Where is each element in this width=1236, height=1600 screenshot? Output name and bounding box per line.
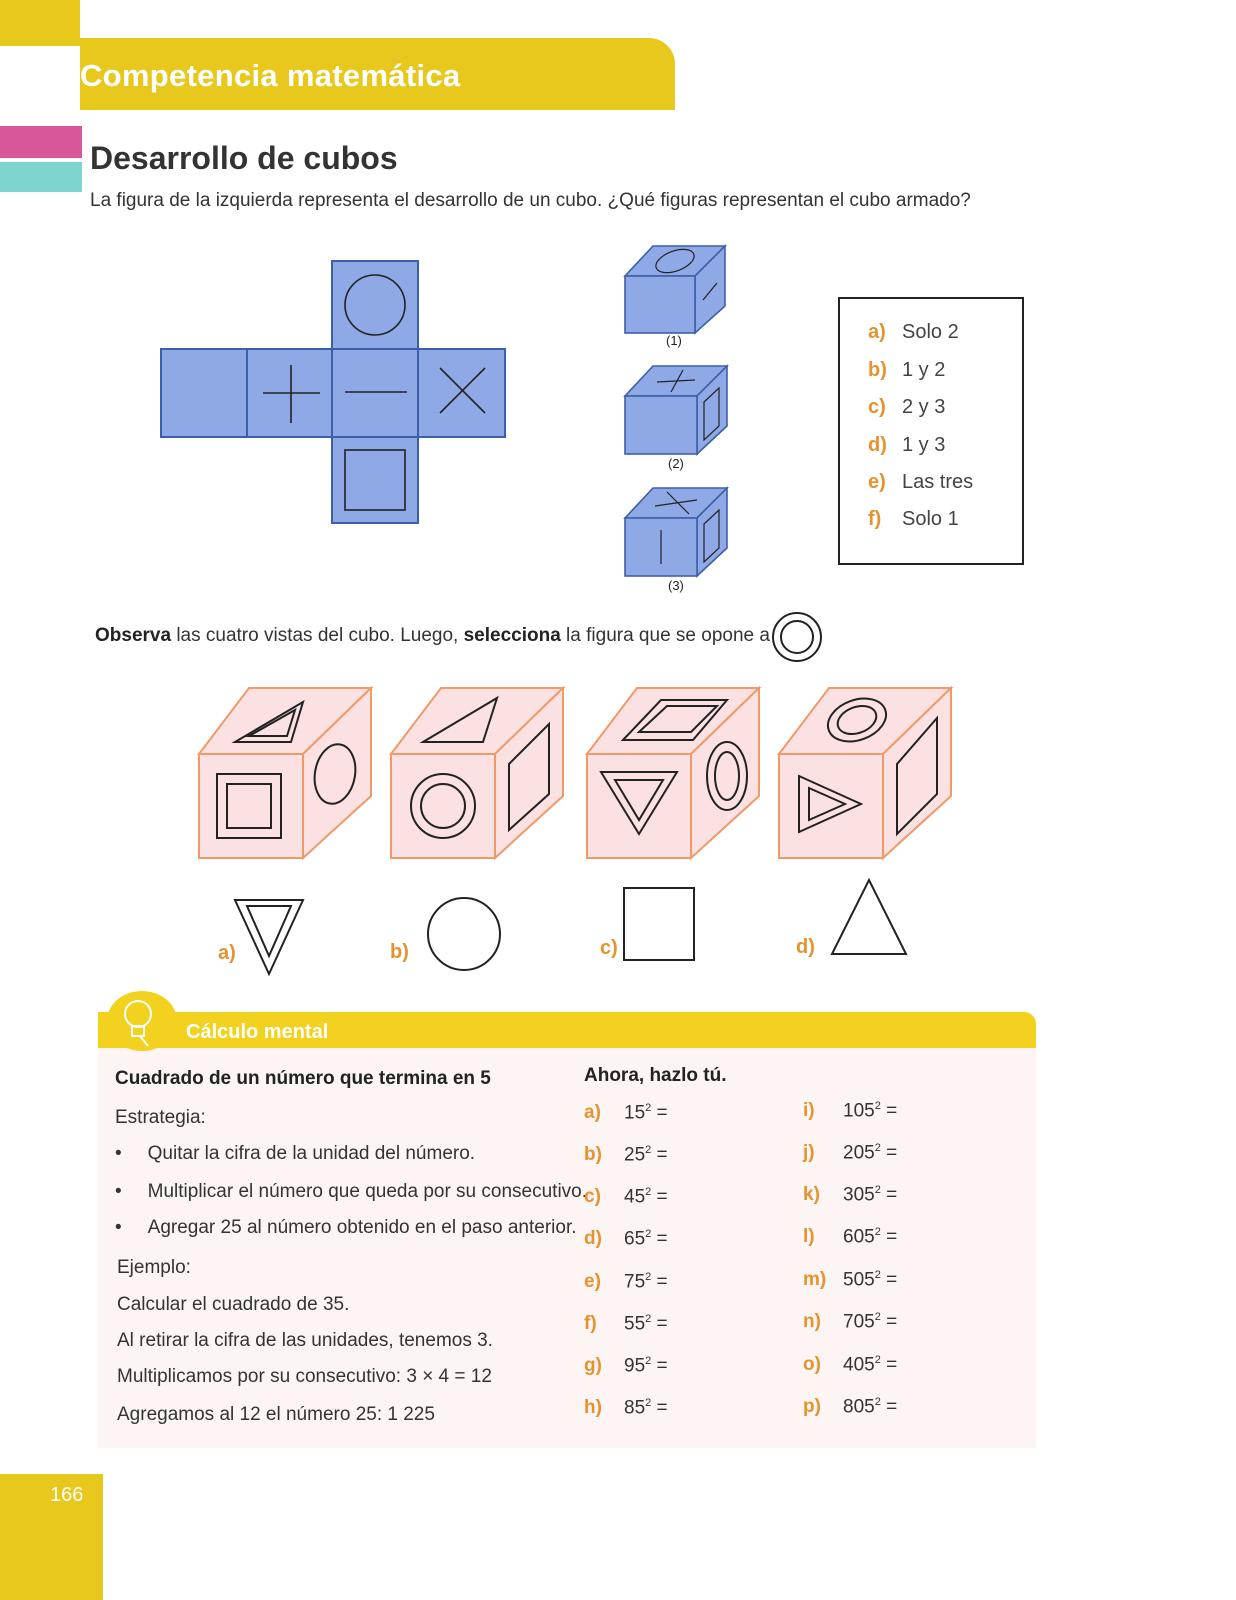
exercise-item[interactable]: m) $505^2$ =	[803, 1269, 898, 1291]
cube-label-2: (2)	[668, 456, 684, 471]
observe-instruction: Observa las cuatro vistas del cubo. Luego, selecciona la figura que se opone a	[95, 625, 770, 646]
inverted-triangle-icon[interactable]	[232, 896, 306, 978]
question-prompt: La figura de la izquierda representa el desarrollo de un cubo. ¿Qué figuras representan el cubo armado?	[90, 190, 971, 211]
option-letter-a[interactable]: a)	[218, 942, 236, 964]
exercise-item[interactable]: f) $55^2$ =	[584, 1313, 668, 1335]
bullet-item: • Agregar 25 al número obtenido en el paso anterior.	[115, 1217, 577, 1238]
lightbulb-icon	[104, 988, 180, 1054]
exercise-item[interactable]: d) $65^2$ =	[584, 1228, 668, 1250]
pink-cube-4	[775, 684, 955, 864]
answer-box	[838, 297, 1024, 565]
option-letter-d[interactable]: d)	[796, 936, 815, 958]
exercise-item[interactable]: a) $15^2$ =	[584, 1102, 668, 1124]
example-line: Calcular el cuadrado de 35.	[117, 1294, 350, 1315]
exercise-item[interactable]: e) $75^2$ =	[584, 1271, 668, 1293]
section-title: Desarrollo de cubos	[90, 140, 398, 176]
square-option-icon[interactable]	[620, 884, 700, 964]
pink-cube-2	[387, 684, 567, 864]
circle-option-icon[interactable]	[424, 894, 504, 974]
strategy-heading: Cuadrado de un número que termina en 5	[115, 1068, 491, 1089]
exercise-item[interactable]: c) $45^2$ =	[584, 1186, 668, 1208]
answer-option[interactable]: d) 1 y 3	[868, 434, 946, 456]
net-face-minus	[332, 349, 418, 437]
bullet-item: • Multiplicar el número que queda por su consecutivo.	[115, 1181, 588, 1202]
bullet-item: • Quitar la cifra de la unidad del número.	[115, 1143, 476, 1164]
pink-tab	[0, 126, 82, 158]
cube-label-3: (3)	[668, 578, 684, 593]
answer-option[interactable]: f) Solo 1	[868, 508, 959, 530]
double-circle-icon	[770, 610, 824, 664]
cube-net	[155, 255, 515, 530]
triangle-option-icon[interactable]	[828, 876, 910, 958]
answer-option[interactable]: b) 1 y 2	[868, 359, 946, 381]
page-number: 166	[50, 1484, 84, 1506]
practice-heading: Ahora, hazlo tú.	[584, 1065, 727, 1086]
exercise-item[interactable]: b) $25^2$ =	[584, 1144, 668, 1166]
cube-view-2	[615, 360, 735, 460]
option-letter-c[interactable]: c)	[600, 937, 618, 959]
exercise-item[interactable]: g) $95^2$ =	[584, 1355, 668, 1377]
teal-tab	[0, 162, 82, 192]
answer-option[interactable]: c) 2 y 3	[868, 396, 946, 418]
example-label: Ejemplo:	[117, 1257, 191, 1278]
option-letter-b[interactable]: b)	[390, 941, 409, 963]
page-title: Competencia matemática	[80, 58, 461, 93]
cube-view-3	[615, 482, 735, 582]
exercise-item[interactable]: l) $605^2$ =	[803, 1226, 898, 1248]
cube-view-1	[615, 238, 735, 338]
pink-cube-1	[195, 684, 375, 864]
answer-option[interactable]: e) Las tres	[868, 471, 974, 493]
example-line: Al retirar la cifra de las unidades, tenemos 3.	[117, 1330, 493, 1351]
net-face-left	[161, 349, 247, 437]
example-line: Multiplicamos por su consecutivo: 3 × 4 = 12	[117, 1366, 492, 1387]
header-strip	[0, 0, 80, 46]
answer-option[interactable]: a) Solo 2	[868, 321, 959, 343]
example-line: Agregamos al 12 el número 25: 1 225	[117, 1404, 435, 1425]
exercise-item[interactable]: o) $405^2$ =	[803, 1354, 898, 1376]
strategy-label: Estrategia:	[115, 1107, 206, 1128]
net-face-cross	[418, 349, 505, 437]
exercise-item[interactable]: k) $305^2$ =	[803, 1184, 898, 1206]
cube-label-1: (1)	[666, 333, 682, 348]
calculo-title: Cálculo mental	[186, 1021, 329, 1043]
exercise-item[interactable]: h) $85^2$ =	[584, 1397, 668, 1419]
exercise-item[interactable]: n) $705^2$ =	[803, 1311, 898, 1333]
exercise-item[interactable]: p) $805^2$ =	[803, 1396, 898, 1418]
pink-cube-3	[583, 684, 763, 864]
exercise-item[interactable]: i) $105^2$ =	[803, 1100, 898, 1122]
exercise-item[interactable]: j) $205^2$ =	[803, 1142, 898, 1164]
